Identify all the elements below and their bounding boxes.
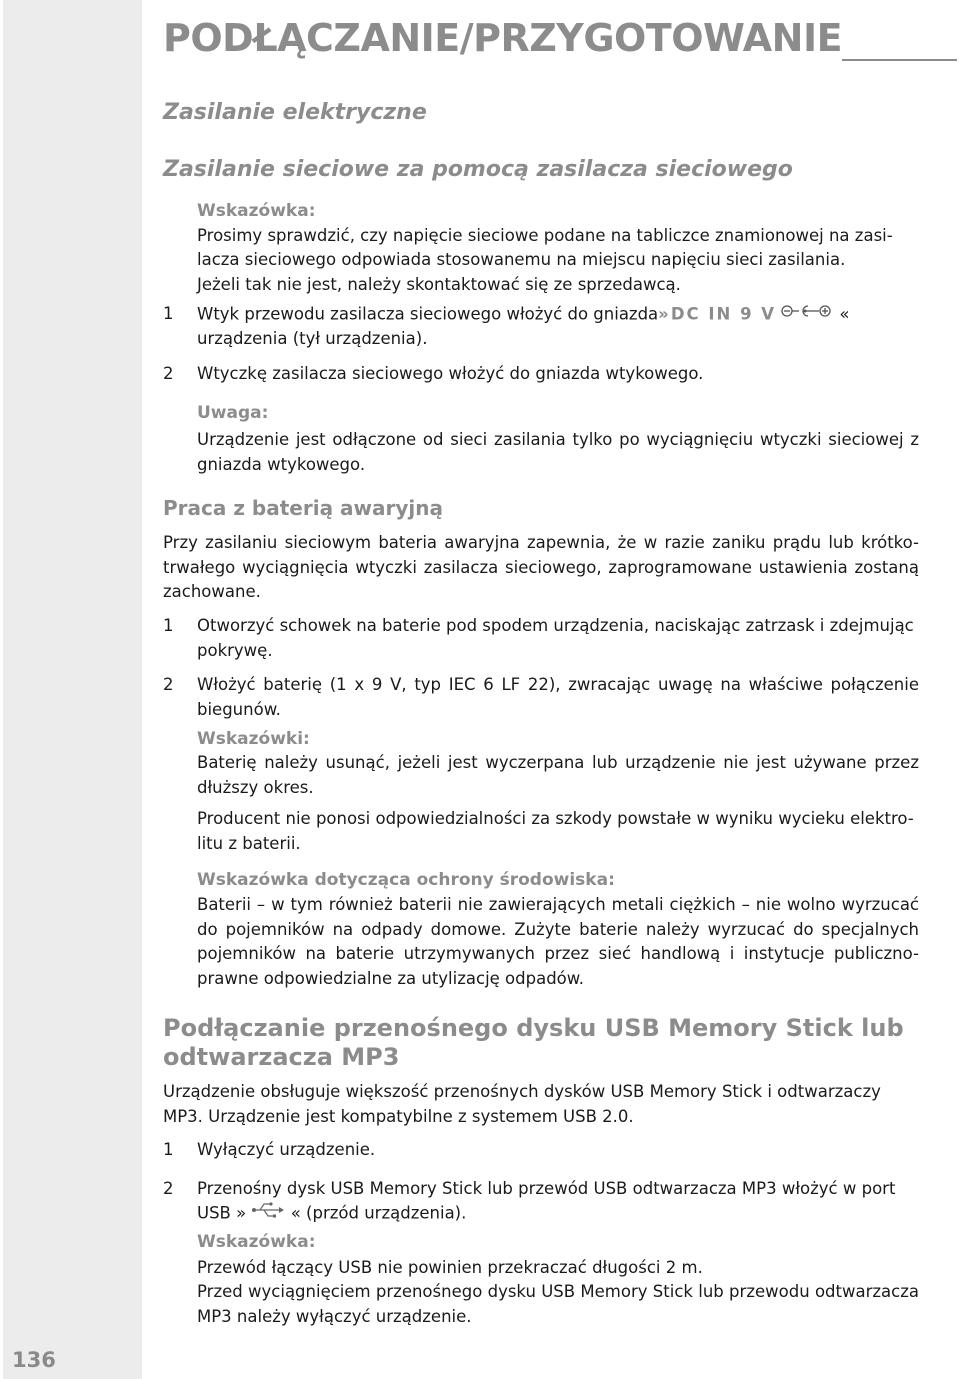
step-number: 1 (163, 304, 174, 323)
step-text-part: Wtyk przewodu zasilacza sieciowego włożyć do gniazda (197, 304, 659, 324)
step-number: 1 (163, 1140, 174, 1159)
step-text (197, 1201, 919, 1227)
usb-icon (251, 1201, 285, 1227)
section-heading-battery: Praca z baterią awaryjną (163, 496, 444, 520)
dc-polarity-icon (781, 302, 839, 328)
step-text: Przenośny dysk USB Memory Stick lub przewód USB odtwarzacza MP3 włożyć w port (197, 1179, 896, 1198)
warning-label: Uwaga: (197, 403, 269, 423)
socket-label: »DC IN 9 V (658, 304, 777, 324)
note-line: lacza sieciowego odpowiada stosowanemu na miejscu napięciu sieci zasilania. (197, 250, 846, 269)
usb-intro: Urządzenie obsługuje większość przenośnych dysków USB Memory Stick i odtwarzaczy MP3. Urządzenie jest kompatybilne z systemem USB 2.0. (163, 1082, 881, 1126)
subheading-mains-adapter: Zasilanie sieciowe za pomocą zasilacza sieciowego (163, 157, 793, 182)
section-heading-usb: Podłączanie przenośnego dysku USB Memory Stick lub odtwarzacza MP3 (163, 1014, 904, 1071)
step-number: 2 (163, 675, 174, 694)
step-number: 2 (163, 364, 174, 383)
usb-port-prefix: USB » (197, 1203, 247, 1223)
warning-text: Urządzenie jest odłączone od sieci zasilania tylko po wyciągnięciu wtyczki sieciowej z gniazda wtykowego. (197, 430, 919, 474)
page-number: 136 (12, 1348, 56, 1372)
step-text: Wtyczkę zasilacza sieciowego włożyć do gniazda wtykowego. (197, 364, 704, 383)
note-line: Jeżeli tak nie jest, należy skontaktować się ze sprzedawcą. (197, 275, 681, 294)
usb-port-suffix: « (przód urządzenia). (290, 1203, 467, 1223)
step-text: Otworzyć schowek na baterie pod spodem urządzenia, naciskając zatrzask i zdejmując pokrywę. (197, 616, 914, 660)
step-text: Włożyć baterię (1 x 9 V, typ IEC 6 LF 22), zwracając uwagę na właściwe połączenie biegunów. (197, 675, 919, 719)
note-text: Producent nie ponosi odpowiedzialności za szkody powstałe w wyniku wycieku elektro-litu z baterii. (197, 809, 914, 853)
note-label: Wskazówka: (197, 201, 316, 221)
note-label: Wskazówka: (197, 1232, 316, 1252)
title-rule (842, 59, 957, 61)
step-number: 2 (163, 1179, 174, 1198)
note-text: Przewód łączący USB nie powinien przekraczać długości 2 m. (197, 1258, 703, 1277)
step-text (197, 302, 919, 328)
note-line: Prosimy sprawdzić, czy napięcie sieciowe podane na tabliczce znamionowej na zasi- (197, 226, 893, 245)
section-heading-power: Zasilanie elektryczne (163, 100, 427, 125)
notes-label: Wskazówki: (197, 729, 310, 749)
environment-note-text: Baterii – w tym również baterii nie zawierających metali ciężkich – nie wolno wyrzucać do pojemników na odpady domowe. Zużyte baterie należy wyrzucać do specjalnych pojemników na baterie utrzymywanych przez sieć handlową i instytucje publiczno-prawne odpowiedzialne za utylizację odpadów. (197, 895, 919, 988)
step-number: 1 (163, 616, 174, 635)
page-title: PODŁĄCZANIE/PRZYGOTOWANIE (163, 16, 843, 60)
step-text: urządzenia (tył urządzenia). (197, 329, 428, 348)
note-text: Baterię należy usunąć, jeżeli jest wyczerpana lub urządzenie nie jest używane przez dłuższy okres. (197, 753, 919, 797)
environment-note-label: Wskazówka dotycząca ochrony środowiska: (197, 870, 615, 890)
battery-intro: Przy zasilaniu sieciowym bateria awaryjna zapewnia, że w razie zaniku prądu lub krótko-trwałego wyciągnięcia wtyczki zasilacza sieciowego, zaprogramowane ustawienia zostaną zachowane. (163, 533, 919, 601)
socket-close: « (839, 304, 850, 324)
step-text: Wyłączyć urządzenie. (197, 1140, 376, 1159)
side-strip (3, 0, 142, 1379)
note-text: Przed wyciągnięciem przenośnego dysku USB Memory Stick lub przewodu odtwarzacza MP3 należy wyłączyć urządzenie. (197, 1282, 919, 1326)
